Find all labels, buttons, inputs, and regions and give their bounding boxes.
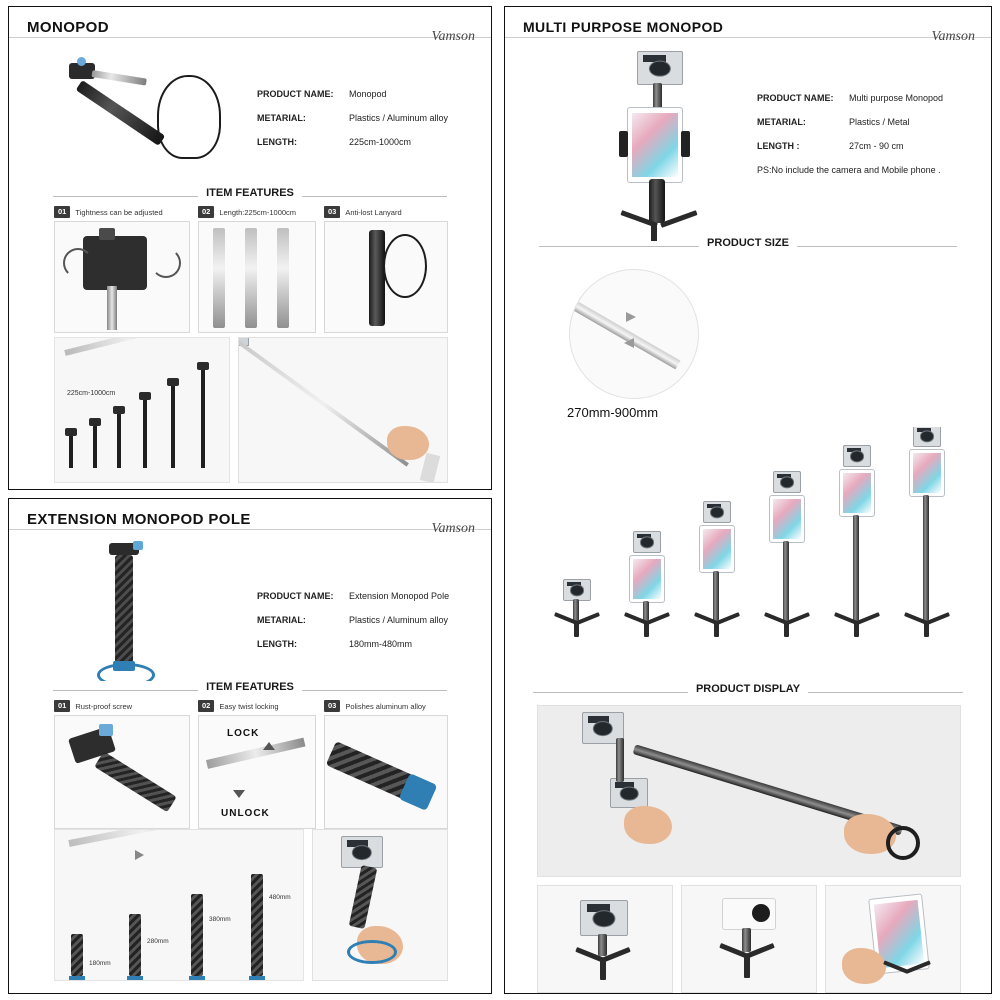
feature-text: Length:225cm-1000cm (219, 207, 297, 217)
extension-header (9, 499, 491, 539)
unlock-label: UNLOCK (221, 808, 270, 819)
spec-key: PRODUCT NAME: (757, 93, 834, 103)
gopro-camera (610, 778, 648, 808)
feature-card-2 (198, 699, 316, 829)
monopod-usage-photo (238, 337, 448, 483)
tripod-base (833, 619, 881, 637)
feature-text: Rust-proof screw (75, 701, 133, 711)
phone-holder (627, 107, 683, 183)
spec-row (757, 93, 981, 103)
display-thumb-1 (537, 885, 673, 993)
feature-text: Easy twist locking (219, 701, 279, 711)
spec-value: 180mm-480mm (349, 639, 413, 649)
multi-title: MULTI PURPOSE MONOPOD (523, 19, 724, 35)
section-label: ITEM FEATURES (198, 187, 302, 199)
feature-image-twist-lock (198, 715, 316, 829)
feature-number: 03 (324, 700, 340, 712)
monopod-hero-image (39, 53, 229, 173)
hand (387, 426, 429, 460)
gopro-camera (580, 900, 628, 936)
section-label: ITEM FEATURES (198, 681, 302, 693)
spec-key: METARIAL: (257, 615, 306, 625)
feature-card-1 (54, 205, 190, 333)
size-label-480: 480mm (269, 894, 291, 901)
gopro-camera (913, 427, 941, 447)
spec-key: LENGTH: (257, 137, 297, 147)
product-display-heading (505, 683, 991, 701)
spec-row (757, 141, 981, 151)
tripod-base (693, 619, 741, 637)
tripod-base (718, 950, 776, 978)
gopro-camera (703, 501, 731, 523)
section-label: PRODUCT SIZE (699, 237, 797, 249)
feature-image-lanyard (324, 221, 448, 333)
spec-key: METARIAL: (757, 117, 806, 127)
size-lineup-image (545, 427, 975, 657)
spec-row (257, 615, 472, 625)
pole-section-silver (91, 70, 146, 86)
ps-note: PS:No include the camera and Mobile phone . (757, 165, 941, 175)
feature-image-aluminum (324, 715, 448, 829)
lock-label: LOCK (227, 728, 260, 739)
phone-holder (699, 525, 735, 573)
feature-number: 01 (54, 206, 70, 218)
spec-row (257, 639, 472, 649)
spec-row (257, 591, 472, 601)
feature-text: Anti-lost Lanyard (345, 207, 402, 217)
display-main-photo (537, 705, 961, 877)
spec-key: METARIAL: (257, 113, 306, 123)
feature-number: 01 (54, 700, 70, 712)
size-label-280: 280mm (147, 938, 169, 945)
spec-row (257, 137, 467, 147)
feature-image-length (198, 221, 316, 333)
tripod-base (623, 619, 671, 637)
monopod-title: MONOPOD (27, 19, 109, 36)
lanyard-loop (157, 75, 221, 159)
spec-key: LENGTH: (257, 639, 297, 649)
extension-hero-image (87, 541, 207, 681)
phone-holder (839, 469, 875, 517)
gopro-camera (563, 579, 591, 601)
brand-logo-text: Vamson (431, 29, 475, 44)
monopod-features-heading (9, 187, 491, 205)
phone-holder (769, 495, 805, 543)
spec-value: 225cm-1000cm (349, 137, 412, 147)
tripod-base (553, 619, 601, 637)
extension-size-diagram (54, 829, 304, 981)
extension-spec-list (257, 591, 472, 663)
feature-text: Tightness can be adjusted (75, 207, 163, 217)
feature-card-1 (54, 699, 190, 829)
feature-image-tightness (54, 221, 190, 333)
mount-screw (77, 57, 86, 66)
spec-value: Multi purpose Monopod (849, 93, 944, 103)
panel-monopod (8, 6, 492, 490)
spec-value: Plastics / Aluminum alloy (349, 615, 449, 625)
display-thumb-3 (825, 885, 961, 993)
size-label-180: 180mm (89, 960, 111, 967)
feature-card-3 (324, 205, 448, 333)
gopro-camera (773, 471, 801, 493)
header-divider (505, 37, 991, 38)
tripod-base (763, 619, 811, 637)
spec-value: Monopod (349, 89, 387, 99)
section-label: PRODUCT DISPLAY (688, 683, 808, 695)
gopro-camera (637, 51, 683, 85)
tripod-base (882, 968, 932, 990)
phone-holder (629, 555, 665, 603)
spec-key: LENGTH : (757, 141, 800, 151)
spec-value: Plastics / Aluminum alloy (349, 113, 449, 123)
brand-logo-text: Vamson (431, 521, 475, 536)
display-thumb-2 (681, 885, 817, 993)
multi-spec-list (757, 93, 981, 175)
size-label-270-900: 270mm-900mm (567, 405, 659, 420)
monopod-header (9, 7, 491, 47)
phone-holder (909, 449, 945, 497)
gopro-camera (633, 531, 661, 553)
spec-key: PRODUCT NAME: (257, 89, 334, 99)
spec-value: Plastics / Metal (849, 117, 910, 127)
monopod-spec-list (257, 89, 467, 161)
multi-hero-image (585, 51, 745, 241)
tripod-base (903, 619, 951, 637)
hand (842, 948, 886, 984)
extension-title: EXTENSION MONOPOD POLE (27, 511, 251, 528)
header-divider (9, 529, 491, 530)
size-label-380: 380mm (209, 916, 231, 923)
panel-extension-monopod-pole (8, 498, 492, 994)
arrow-down-icon (233, 790, 245, 798)
pole-detail-circle-image (569, 269, 699, 399)
spec-row (757, 117, 981, 127)
monopod-size-diagram (54, 337, 230, 483)
extension-features-heading (9, 681, 491, 699)
spec-row (257, 89, 467, 99)
feature-text: Polishes aluminum alloy (345, 701, 426, 711)
feature-image-screw (54, 715, 190, 829)
product-size-heading (505, 237, 991, 255)
gopro-camera (843, 445, 871, 467)
feature-number: 02 (198, 206, 214, 218)
tripod-base (574, 954, 632, 980)
spec-value: 27cm - 90 cm (849, 141, 904, 151)
monopod-grip (76, 80, 166, 146)
feature-number: 02 (198, 700, 214, 712)
gopro-camera (341, 836, 383, 868)
spec-key: PRODUCT NAME: (257, 591, 334, 601)
spec-row (257, 113, 467, 123)
feature-number: 03 (324, 206, 340, 218)
hand (624, 806, 672, 844)
spec-value: Extension Monopod Pole (349, 591, 450, 601)
brand-logo-text: Vamson (931, 29, 975, 44)
arrow-up-icon (263, 742, 275, 750)
feature-card-2 (198, 205, 316, 333)
header-divider (9, 37, 491, 38)
extension-usage-photo (312, 829, 448, 981)
panel-multi-purpose-monopod (504, 6, 992, 994)
multi-header (505, 7, 991, 47)
feature-card-3 (324, 699, 448, 829)
size-label: 225cm-1000cm (67, 390, 116, 397)
